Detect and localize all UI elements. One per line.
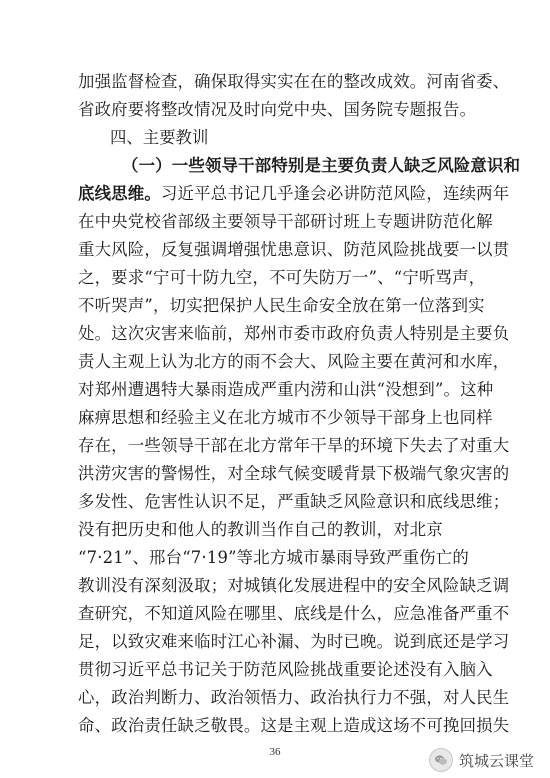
subsection-heading-end: 底线思维。 [78,184,161,203]
text-span: 习近平总书记几乎逢会必讲防范风险，连续两年 [160,184,510,203]
text-line: 省政府要将整改情况及时向党中央、国务院专题报告。 [78,100,477,119]
text-line: 多发性、危害性认识不足，严重缺乏风险意识和底线思维； [78,492,510,511]
text-line: 教训没有深刻汲取；对城镇化发展进程中的安全风险缺乏调 [78,576,510,595]
watermark-text: 筑城云课堂 [458,751,534,770]
text-line: 之，要求“宁可十防九空，不可失防万一”、“宁听骂声， [78,268,486,287]
text-line: 查研究，不知道风险在哪里、底线是什么，应急准备严重不 [78,604,510,623]
text-line: 重大风险，反复强调增强忧患意识、防范风险挑战要一以贯 [78,240,510,259]
text-line: 对郑州遭遇特大暴雨造成严重内涝和山洪“没想到”。这种 [78,380,494,399]
text-line: 不听哭声”，切实把保护人民生命安全放在第一位落到实 [78,296,485,315]
text-line: “7·21”、邢台“7·19”等北方城市暴雨导致严重伤亡的 [78,548,469,567]
subsection-heading: （一）一些领导干部特别是主要负责人缺乏风险意识和 [122,156,521,175]
text-line: 处。这次灾害来临前，郑州市委市政府负责人特别是主要负 [78,324,510,343]
text-line: 存在，一些领导干部在北方常年干旱的环境下失去了对重大 [78,436,510,455]
text-line-mixed [78,184,509,204]
text-line: 在中央党校省部级主要领导干部研讨班上专题讲防范化解 [78,212,493,231]
text-line: 心，政治判断力、政治领悟力、政治执行力不强，对人民生 [78,688,510,707]
wechat-logo-icon [429,748,453,772]
text-line: 足，以致灾难来临时江心补漏、为时已晚。说到底还是学习 [78,632,510,651]
section-heading: 四、主要教训 [110,128,209,147]
page-number: 36 [269,746,281,758]
text-line: 责人主观上认为北方的雨不会大、风险主要在黄河和水库， [78,352,510,371]
text-line: 麻痹思想和经验主义在北方城市不少领导干部身上也同样 [78,408,493,427]
text-line: 没有把历史和他人的教训当作自己的教训，对北京 [78,520,443,539]
text-line: 加强监督检查，确保取得实实在在的整改成效。河南省委、 [78,72,510,91]
text-line: 洪涝灾害的警惕性，对全球气候变暖背景下极端气象灾害的 [78,464,510,483]
text-line: 命、政治责任缺乏敬畏。这是主观上造成这场不可挽回损失 [78,716,510,735]
text-line: 贯彻习近平总书记关于防范风险挑战重要论述没有入脑入 [78,660,493,679]
watermark [429,748,534,772]
